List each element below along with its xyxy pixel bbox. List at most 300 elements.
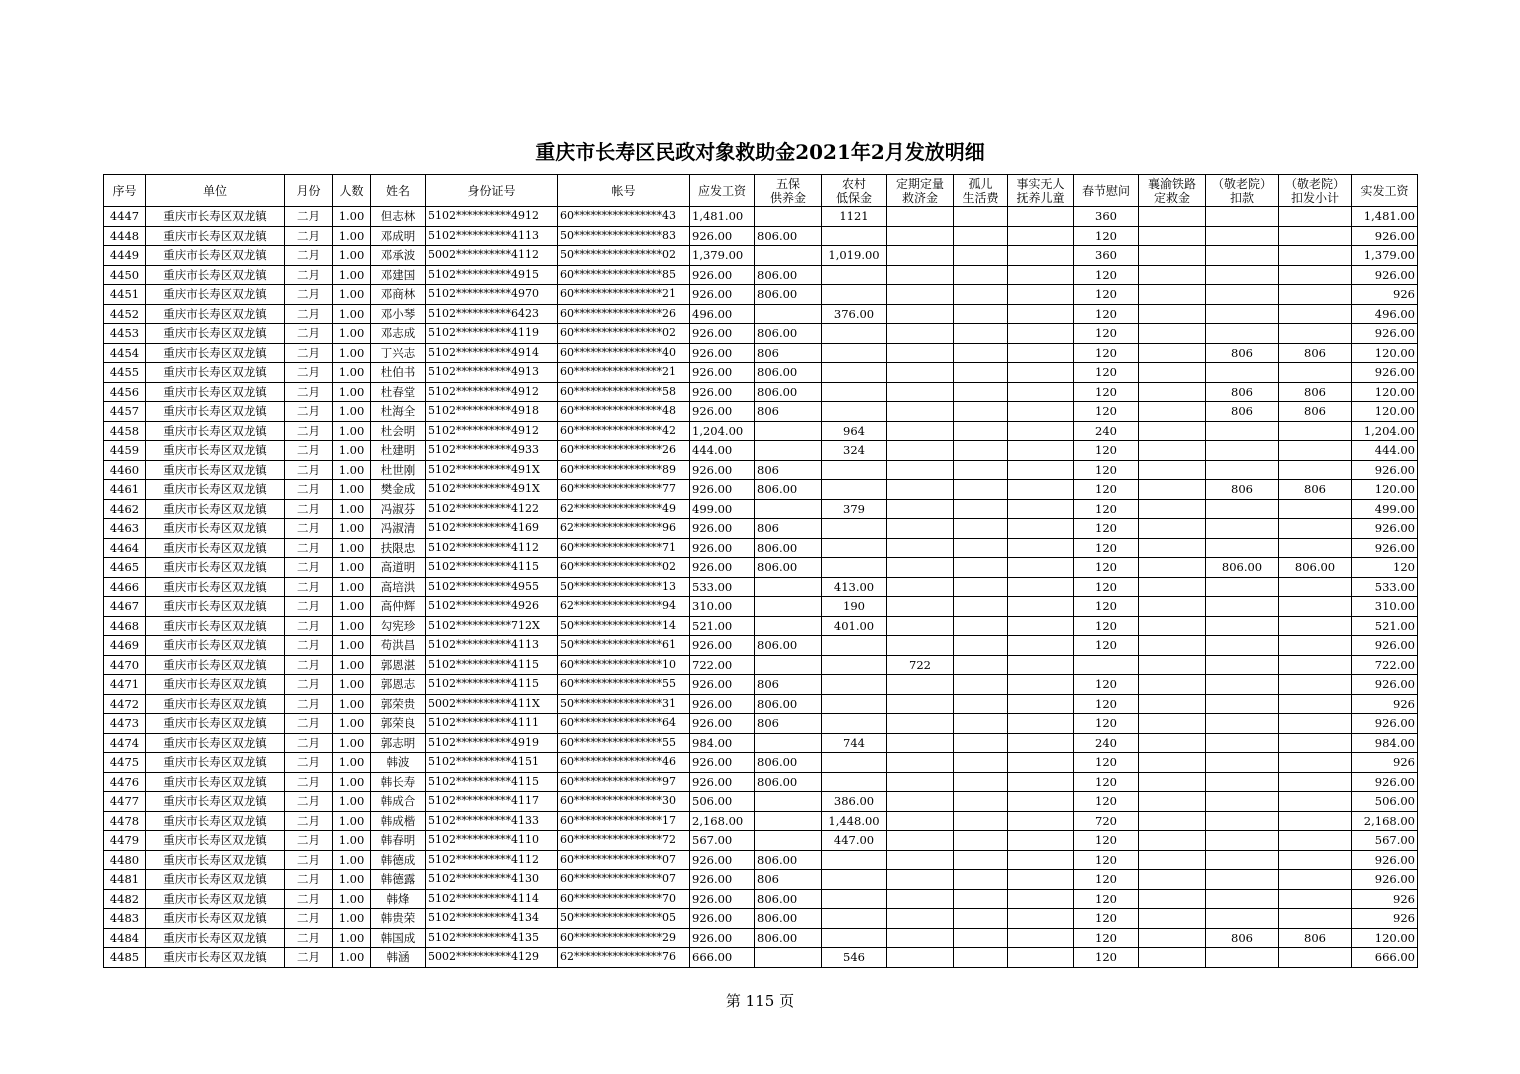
cell-jiuji (887, 870, 954, 890)
cell-jly-subtotal: 806 (1279, 928, 1352, 948)
cell-jly-subtotal (1279, 714, 1352, 734)
cell-jiuji (887, 265, 954, 285)
cell-jly-subtotal (1279, 304, 1352, 324)
cell-due: 926.00 (690, 324, 755, 344)
cell-jly-subtotal (1279, 499, 1352, 519)
table-row (104, 577, 1418, 597)
cell-count: 1.00 (333, 246, 371, 266)
cell-jly-deduct (1206, 675, 1279, 695)
cell-chunjie: 120 (1074, 889, 1139, 909)
cell-ertong (1008, 402, 1074, 422)
cell-guer (954, 304, 1008, 324)
cell-due: 1,481.00 (690, 207, 755, 227)
cell-ertong (1008, 928, 1074, 948)
cell-xiangyu (1139, 382, 1206, 402)
cell-wubao: 806 (755, 675, 822, 695)
cell-guer (954, 870, 1008, 890)
cell-jly-deduct (1206, 265, 1279, 285)
cell-unit: 重庆市长寿区双龙镇 (146, 226, 285, 246)
cell-idcard: 5102**********4135 (426, 928, 558, 948)
cell-guer (954, 577, 1008, 597)
cell-chunjie: 120 (1074, 460, 1139, 480)
cell-paid: 120 (1352, 558, 1418, 578)
cell-idcard: 5102**********4130 (426, 870, 558, 890)
cell-due: 506.00 (690, 792, 755, 812)
cell-idcard: 5102**********4112 (426, 538, 558, 558)
table-row (104, 421, 1418, 441)
column-header-jly-subtotal: （敬老院） 扣发小计 (1279, 175, 1352, 207)
cell-jly-subtotal (1279, 460, 1352, 480)
cell-dibao (822, 772, 887, 792)
table-row (104, 265, 1418, 285)
cell-jiuji (887, 343, 954, 363)
cell-chunjie: 120 (1074, 714, 1139, 734)
cell-name: 勾宪珍 (371, 616, 426, 636)
page-title: 重庆市长寿区民政对象救助金2021年2月发放明细 (535, 140, 985, 164)
cell-chunjie: 120 (1074, 304, 1139, 324)
cell-wubao (755, 246, 822, 266)
cell-name: 邓小琴 (371, 304, 426, 324)
cell-xiangyu (1139, 948, 1206, 968)
cell-idcard: 5102**********491X (426, 460, 558, 480)
cell-account: 60****************29 (558, 928, 690, 948)
cell-jiuji (887, 792, 954, 812)
cell-month: 二月 (285, 441, 333, 461)
cell-xiangyu (1139, 402, 1206, 422)
cell-name: 杜建明 (371, 441, 426, 461)
cell-count: 1.00 (333, 928, 371, 948)
cell-account: 60****************58 (558, 382, 690, 402)
cell-ertong (1008, 753, 1074, 773)
cell-jiuji (887, 382, 954, 402)
cell-idcard: 5102**********4134 (426, 909, 558, 929)
cell-unit: 重庆市长寿区双龙镇 (146, 850, 285, 870)
cell-seq: 4457 (104, 402, 146, 422)
table-row (104, 870, 1418, 890)
cell-account: 60****************42 (558, 421, 690, 441)
cell-wubao: 806.00 (755, 909, 822, 929)
cell-dibao (822, 538, 887, 558)
cell-due: 926.00 (690, 285, 755, 305)
cell-seq: 4482 (104, 889, 146, 909)
cell-due: 926.00 (690, 909, 755, 929)
cell-name: 邓商林 (371, 285, 426, 305)
cell-seq: 4468 (104, 616, 146, 636)
cell-name: 高道明 (371, 558, 426, 578)
cell-jly-subtotal (1279, 577, 1352, 597)
table-row (104, 343, 1418, 363)
cell-idcard: 5102**********4113 (426, 226, 558, 246)
cell-name: 杜伯书 (371, 363, 426, 383)
cell-wubao (755, 616, 822, 636)
cell-xiangyu (1139, 636, 1206, 656)
cell-account: 60****************55 (558, 733, 690, 753)
cell-xiangyu (1139, 363, 1206, 383)
cell-unit: 重庆市长寿区双龙镇 (146, 246, 285, 266)
column-header-seq: 序号 (104, 175, 146, 207)
cell-unit: 重庆市长寿区双龙镇 (146, 831, 285, 851)
column-header-wubao: 五保 供养金 (755, 175, 822, 207)
cell-dibao (822, 460, 887, 480)
cell-jiuji (887, 402, 954, 422)
cell-paid: 120.00 (1352, 402, 1418, 422)
cell-count: 1.00 (333, 226, 371, 246)
cell-name: 杜世刚 (371, 460, 426, 480)
cell-month: 二月 (285, 226, 333, 246)
cell-idcard: 5102**********4110 (426, 831, 558, 851)
cell-chunjie: 120 (1074, 772, 1139, 792)
cell-seq: 4479 (104, 831, 146, 851)
cell-guer (954, 558, 1008, 578)
cell-wubao (755, 597, 822, 617)
cell-ertong (1008, 870, 1074, 890)
table-row (104, 948, 1418, 968)
cell-idcard: 5102**********4933 (426, 441, 558, 461)
cell-dibao (822, 324, 887, 344)
cell-due: 926.00 (690, 870, 755, 890)
column-header-paid: 实发工资 (1352, 175, 1418, 207)
cell-jly-deduct: 806 (1206, 928, 1279, 948)
cell-idcard: 5102**********4926 (426, 597, 558, 617)
cell-due: 496.00 (690, 304, 755, 324)
cell-due: 926.00 (690, 850, 755, 870)
cell-xiangyu (1139, 772, 1206, 792)
cell-ertong (1008, 519, 1074, 539)
cell-dibao: 1121 (822, 207, 887, 227)
cell-guer (954, 246, 1008, 266)
cell-wubao: 806.00 (755, 538, 822, 558)
cell-unit: 重庆市长寿区双龙镇 (146, 499, 285, 519)
cell-ertong (1008, 441, 1074, 461)
cell-seq: 4480 (104, 850, 146, 870)
table-row (104, 928, 1418, 948)
cell-dibao: 413.00 (822, 577, 887, 597)
table-row (104, 850, 1418, 870)
cell-dibao: 324 (822, 441, 887, 461)
page-number: 第 115 页 (725, 992, 795, 1010)
cell-xiangyu (1139, 597, 1206, 617)
cell-month: 二月 (285, 870, 333, 890)
cell-idcard: 5102**********4912 (426, 207, 558, 227)
cell-jly-deduct (1206, 324, 1279, 344)
cell-paid: 506.00 (1352, 792, 1418, 812)
cell-ertong (1008, 909, 1074, 929)
cell-guer (954, 441, 1008, 461)
cell-xiangyu (1139, 831, 1206, 851)
cell-idcard: 5102**********4918 (426, 402, 558, 422)
table-row (104, 480, 1418, 500)
cell-paid: 310.00 (1352, 597, 1418, 617)
cell-paid: 1,204.00 (1352, 421, 1418, 441)
cell-jly-deduct (1206, 304, 1279, 324)
cell-ertong (1008, 733, 1074, 753)
cell-due: 926.00 (690, 558, 755, 578)
cell-jly-subtotal (1279, 831, 1352, 851)
cell-month: 二月 (285, 285, 333, 305)
cell-wubao (755, 792, 822, 812)
cell-ertong (1008, 304, 1074, 324)
cell-jly-subtotal (1279, 538, 1352, 558)
cell-count: 1.00 (333, 460, 371, 480)
cell-chunjie: 120 (1074, 226, 1139, 246)
cell-jly-subtotal: 806 (1279, 343, 1352, 363)
cell-month: 二月 (285, 421, 333, 441)
cell-idcard: 5102**********4112 (426, 850, 558, 870)
cell-name: 樊金成 (371, 480, 426, 500)
cell-jiuji (887, 519, 954, 539)
cell-wubao (755, 577, 822, 597)
cell-count: 1.00 (333, 811, 371, 831)
cell-idcard: 5102**********4914 (426, 343, 558, 363)
cell-due: 533.00 (690, 577, 755, 597)
cell-seq: 4477 (104, 792, 146, 812)
table-row (104, 519, 1418, 539)
cell-idcard: 5102**********4122 (426, 499, 558, 519)
cell-unit: 重庆市长寿区双龙镇 (146, 655, 285, 675)
cell-chunjie: 120 (1074, 285, 1139, 305)
cell-jly-deduct (1206, 421, 1279, 441)
cell-chunjie: 120 (1074, 694, 1139, 714)
cell-seq: 4473 (104, 714, 146, 734)
cell-name: 韩烽 (371, 889, 426, 909)
cell-jiuji (887, 597, 954, 617)
table-row (104, 246, 1418, 266)
cell-idcard: 5102**********4114 (426, 889, 558, 909)
cell-month: 二月 (285, 363, 333, 383)
cell-paid: 521.00 (1352, 616, 1418, 636)
cell-guer (954, 850, 1008, 870)
cell-month: 二月 (285, 616, 333, 636)
cell-jiuji (887, 948, 954, 968)
table-row (104, 616, 1418, 636)
cell-jiuji (887, 441, 954, 461)
cell-idcard: 5102**********4115 (426, 655, 558, 675)
cell-name: 杜春堂 (371, 382, 426, 402)
cell-wubao: 806 (755, 519, 822, 539)
cell-jly-subtotal (1279, 753, 1352, 773)
cell-wubao (755, 499, 822, 519)
cell-jly-deduct (1206, 597, 1279, 617)
cell-xiangyu (1139, 207, 1206, 227)
cell-guer (954, 616, 1008, 636)
cell-ertong (1008, 499, 1074, 519)
cell-unit: 重庆市长寿区双龙镇 (146, 402, 285, 422)
cell-ertong (1008, 772, 1074, 792)
cell-name: 郭荣良 (371, 714, 426, 734)
cell-unit: 重庆市长寿区双龙镇 (146, 772, 285, 792)
cell-dibao (822, 870, 887, 890)
cell-seq: 4451 (104, 285, 146, 305)
cell-due: 666.00 (690, 948, 755, 968)
cell-month: 二月 (285, 558, 333, 578)
cell-jly-subtotal (1279, 792, 1352, 812)
cell-wubao: 806 (755, 343, 822, 363)
cell-due: 926.00 (690, 772, 755, 792)
cell-seq: 4450 (104, 265, 146, 285)
cell-ertong (1008, 675, 1074, 695)
cell-jly-deduct: 806 (1206, 480, 1279, 500)
table-row (104, 304, 1418, 324)
cell-dibao (822, 480, 887, 500)
cell-dibao (822, 402, 887, 422)
cell-count: 1.00 (333, 538, 371, 558)
cell-month: 二月 (285, 597, 333, 617)
cell-paid: 926.00 (1352, 870, 1418, 890)
cell-dibao (822, 694, 887, 714)
cell-jiuji (887, 753, 954, 773)
cell-jly-subtotal (1279, 597, 1352, 617)
cell-seq: 4456 (104, 382, 146, 402)
cell-dibao: 190 (822, 597, 887, 617)
cell-count: 1.00 (333, 850, 371, 870)
cell-account: 50****************02 (558, 246, 690, 266)
cell-name: 韩春明 (371, 831, 426, 851)
cell-jly-deduct: 806 (1206, 343, 1279, 363)
cell-xiangyu (1139, 811, 1206, 831)
cell-ertong (1008, 460, 1074, 480)
cell-paid: 666.00 (1352, 948, 1418, 968)
cell-seq: 4466 (104, 577, 146, 597)
cell-name: 高培洪 (371, 577, 426, 597)
cell-unit: 重庆市长寿区双龙镇 (146, 207, 285, 227)
cell-chunjie: 120 (1074, 675, 1139, 695)
cell-ertong (1008, 226, 1074, 246)
cell-guer (954, 831, 1008, 851)
cell-count: 1.00 (333, 792, 371, 812)
cell-count: 1.00 (333, 441, 371, 461)
cell-ertong (1008, 577, 1074, 597)
cell-seq: 4472 (104, 694, 146, 714)
cell-jly-subtotal (1279, 246, 1352, 266)
cell-due: 926.00 (690, 519, 755, 539)
cell-ertong (1008, 616, 1074, 636)
cell-count: 1.00 (333, 597, 371, 617)
cell-jly-deduct (1206, 753, 1279, 773)
cell-chunjie: 120 (1074, 753, 1139, 773)
cell-ertong (1008, 480, 1074, 500)
cell-jly-deduct (1206, 889, 1279, 909)
cell-ertong (1008, 538, 1074, 558)
cell-chunjie: 120 (1074, 265, 1139, 285)
cell-jiuji: 722 (887, 655, 954, 675)
cell-unit: 重庆市长寿区双龙镇 (146, 285, 285, 305)
cell-account: 50****************61 (558, 636, 690, 656)
cell-chunjie: 120 (1074, 597, 1139, 617)
cell-due: 722.00 (690, 655, 755, 675)
cell-due: 926.00 (690, 714, 755, 734)
cell-paid: 926.00 (1352, 363, 1418, 383)
cell-unit: 重庆市长寿区双龙镇 (146, 733, 285, 753)
cell-dibao (822, 558, 887, 578)
cell-ertong (1008, 382, 1074, 402)
cell-name: 韩长寿 (371, 772, 426, 792)
cell-due: 926.00 (690, 928, 755, 948)
cell-chunjie: 120 (1074, 792, 1139, 812)
cell-due: 310.00 (690, 597, 755, 617)
cell-xiangyu (1139, 694, 1206, 714)
cell-count: 1.00 (333, 324, 371, 344)
cell-month: 二月 (285, 265, 333, 285)
cell-jly-deduct: 806 (1206, 402, 1279, 422)
cell-seq: 4463 (104, 519, 146, 539)
cell-unit: 重庆市长寿区双龙镇 (146, 363, 285, 383)
cell-guer (954, 460, 1008, 480)
cell-jly-subtotal (1279, 889, 1352, 909)
cell-wubao: 806.00 (755, 324, 822, 344)
cell-month: 二月 (285, 324, 333, 344)
cell-guer (954, 792, 1008, 812)
cell-jiuji (887, 733, 954, 753)
cell-count: 1.00 (333, 675, 371, 695)
cell-jly-deduct (1206, 636, 1279, 656)
cell-unit: 重庆市长寿区双龙镇 (146, 343, 285, 363)
column-header-month: 月份 (285, 175, 333, 207)
cell-paid: 926.00 (1352, 226, 1418, 246)
cell-paid: 926.00 (1352, 714, 1418, 734)
cell-idcard: 5102**********4912 (426, 382, 558, 402)
cell-jly-deduct (1206, 363, 1279, 383)
cell-due: 926.00 (690, 480, 755, 500)
cell-idcard: 5002**********411X (426, 694, 558, 714)
cell-name: 杜海全 (371, 402, 426, 422)
cell-xiangyu (1139, 655, 1206, 675)
cell-xiangyu (1139, 616, 1206, 636)
table-row (104, 636, 1418, 656)
cell-dibao (822, 265, 887, 285)
cell-idcard: 5102**********712X (426, 616, 558, 636)
cell-wubao: 806.00 (755, 285, 822, 305)
cell-seq: 4474 (104, 733, 146, 753)
cell-unit: 重庆市长寿区双龙镇 (146, 811, 285, 831)
cell-ertong (1008, 421, 1074, 441)
cell-jiuji (887, 675, 954, 695)
cell-account: 60****************07 (558, 870, 690, 890)
cell-jly-deduct (1206, 694, 1279, 714)
cell-jly-subtotal: 806 (1279, 480, 1352, 500)
cell-due: 926.00 (690, 694, 755, 714)
cell-paid: 926 (1352, 889, 1418, 909)
cell-chunjie: 120 (1074, 577, 1139, 597)
cell-month: 二月 (285, 831, 333, 851)
cell-jly-subtotal (1279, 870, 1352, 890)
cell-jly-subtotal (1279, 694, 1352, 714)
cell-unit: 重庆市长寿区双龙镇 (146, 909, 285, 929)
cell-count: 1.00 (333, 733, 371, 753)
cell-dibao: 447.00 (822, 831, 887, 851)
cell-wubao (755, 831, 822, 851)
cell-jly-subtotal (1279, 265, 1352, 285)
cell-due: 984.00 (690, 733, 755, 753)
cell-wubao: 806.00 (755, 889, 822, 909)
cell-dibao (822, 753, 887, 773)
cell-idcard: 5102**********4955 (426, 577, 558, 597)
cell-count: 1.00 (333, 343, 371, 363)
table-row (104, 441, 1418, 461)
cell-count: 1.00 (333, 753, 371, 773)
cell-chunjie: 120 (1074, 850, 1139, 870)
cell-due: 926.00 (690, 402, 755, 422)
cell-unit: 重庆市长寿区双龙镇 (146, 714, 285, 734)
table-row (104, 538, 1418, 558)
cell-xiangyu (1139, 870, 1206, 890)
cell-jly-subtotal: 806.00 (1279, 558, 1352, 578)
cell-paid: 120.00 (1352, 928, 1418, 948)
cell-account: 60****************40 (558, 343, 690, 363)
cell-unit: 重庆市长寿区双龙镇 (146, 265, 285, 285)
cell-seq: 4454 (104, 343, 146, 363)
cell-guer (954, 480, 1008, 500)
table-row (104, 460, 1418, 480)
